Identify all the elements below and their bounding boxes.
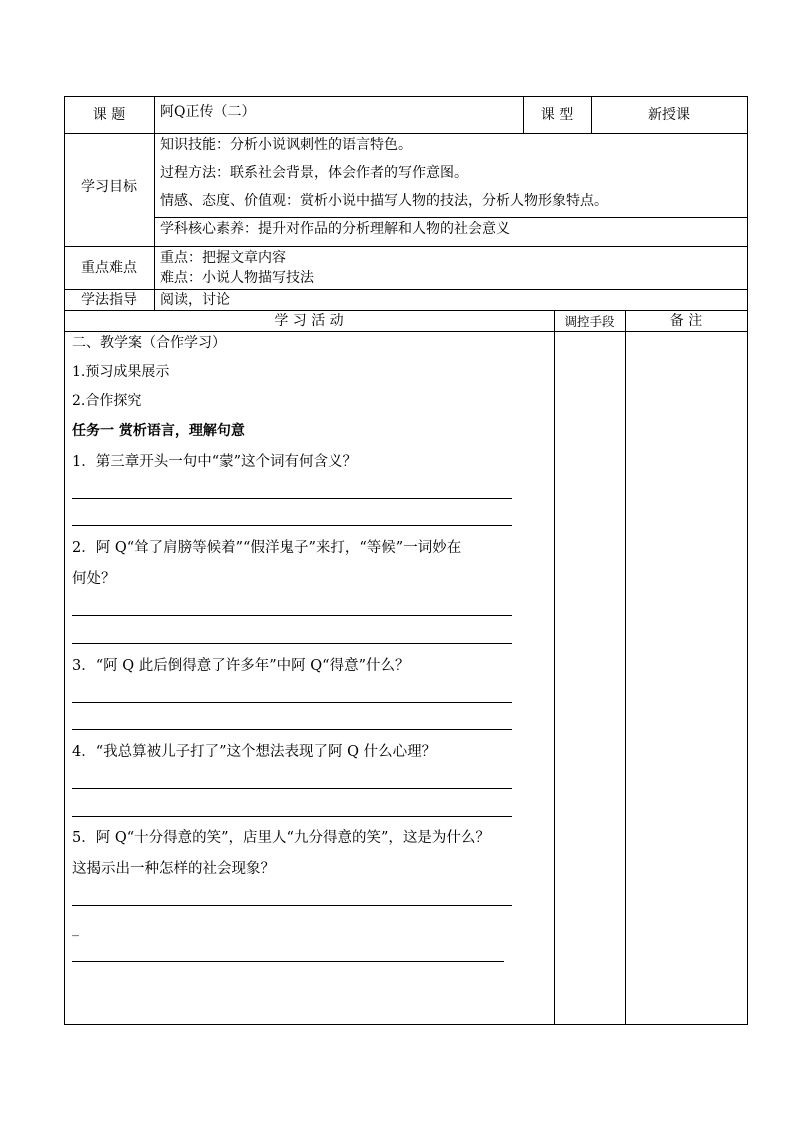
question-4: 4．“我总算被儿子打了”这个想法表现了阿 Q 什么心理？	[72, 744, 437, 760]
key-points-label: 重点难点	[81, 260, 137, 276]
key-point: 重点：把握文章内容	[160, 250, 286, 266]
row-divider	[64, 310, 748, 311]
table-border-bottom	[64, 1024, 748, 1025]
table-border-right	[747, 96, 748, 1025]
col-divider	[625, 310, 626, 1025]
col-divider	[154, 96, 155, 310]
table-border-left	[64, 96, 65, 1025]
objective-attitude: 情感、态度、价值观：赏析小说中描写人物的技法，分析人物形象特点。	[160, 193, 608, 209]
objective-process: 过程方法：联系社会背景，体会作者的写作意图。	[160, 165, 468, 181]
explore-item: 2.合作探究	[72, 393, 142, 409]
row-divider	[64, 246, 748, 247]
preview-item: 1.预习成果展示	[72, 364, 170, 380]
type-value: 新授课	[648, 107, 690, 123]
objective-knowledge: 知识技能：分析小说讽刺性的语言特色。	[160, 137, 412, 153]
task-title: 任务一 赏析语言，理解句意	[72, 423, 245, 439]
method-value: 阅读，讨论	[160, 292, 230, 308]
question-3: 3．“阿 Q 此后倒得意了许多年”中阿 Q“得意”什么？	[72, 658, 410, 674]
stray-underscore: _	[72, 921, 79, 937]
answer-line	[72, 905, 512, 906]
answer-line	[72, 498, 512, 499]
section-title: 二、教学案（合作学习）	[72, 335, 226, 351]
activities-header: 学 习 活 动	[274, 313, 344, 329]
question-2-line-2: 何处？	[72, 571, 116, 587]
table-border-top	[64, 96, 748, 97]
question-5-line-1: 5．阿 Q“十分得意的笑”，店里人“九分得意的笑”，这是为什么？	[72, 830, 490, 846]
question-2-line-1: 2．阿 Q“耸了肩膀等候着”“假洋鬼子”来打，“等候”一词妙在	[72, 540, 462, 556]
objectives-label: 学习目标	[81, 179, 137, 195]
type-label: 课 型	[540, 107, 574, 123]
answer-line	[72, 816, 512, 817]
col-divider	[554, 310, 555, 1025]
row-divider	[154, 217, 748, 218]
answer-line	[72, 961, 504, 962]
answer-line	[72, 729, 512, 730]
answer-line	[72, 643, 512, 644]
question-1: 1．第三章开头一句中“蒙”这个词有何含义？	[72, 454, 358, 470]
objective-core-literacy: 学科核心素养：提升对作品的分析理解和人物的社会意义	[160, 221, 510, 237]
answer-line	[72, 615, 512, 616]
row-divider	[64, 289, 748, 290]
question-5-line-2: 这揭示出一种怎样的社会现象？	[72, 861, 275, 877]
topic-label: 课 题	[92, 107, 126, 123]
row-divider	[64, 331, 748, 332]
control-header: 调控手段	[564, 314, 615, 329]
answer-line	[72, 525, 512, 526]
topic-value: 阿Q正传（二）	[160, 104, 256, 120]
method-label: 学法指导	[81, 292, 137, 308]
answer-line	[72, 788, 512, 789]
row-divider	[64, 133, 748, 134]
answer-line	[72, 702, 512, 703]
notes-header: 备 注	[669, 313, 703, 329]
difficult-point: 难点：小说人物描写技法	[160, 270, 314, 286]
